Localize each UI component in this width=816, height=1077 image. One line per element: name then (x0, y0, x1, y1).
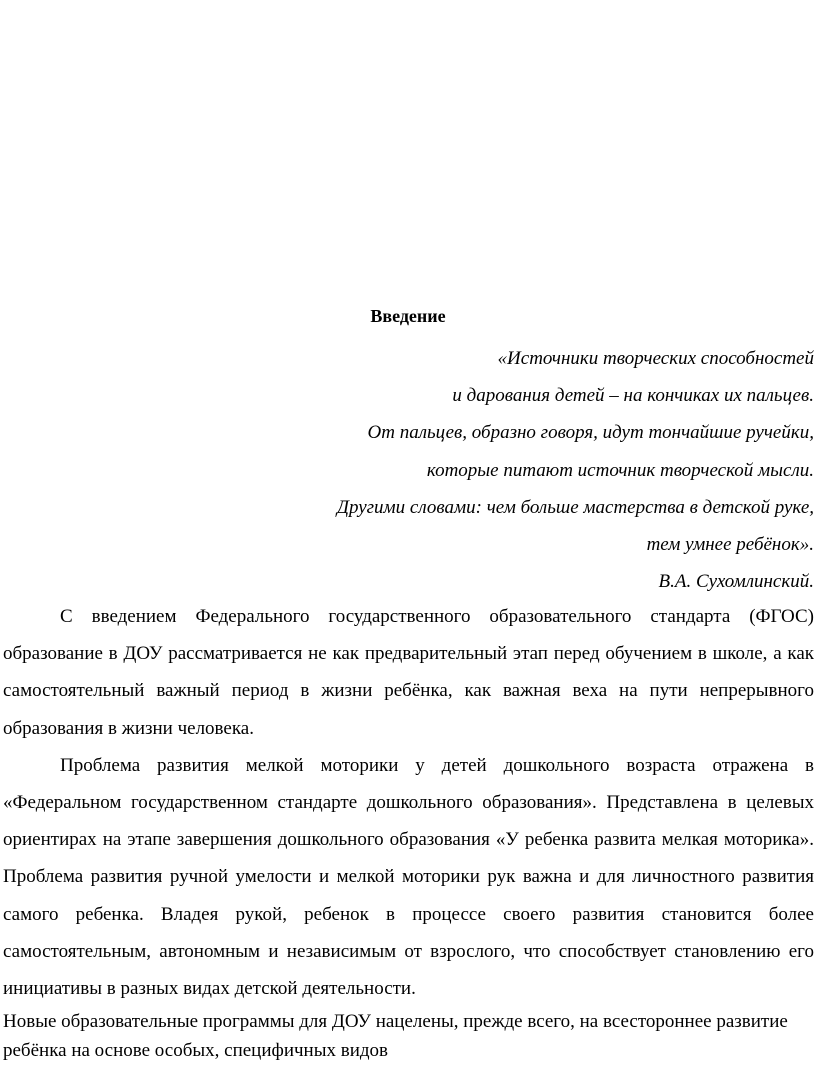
body-text (3, 598, 814, 1065)
paragraph: С введением Федерального государственного образовательного стандарта (ФГОС) образование в ДОУ рассматривается не как предварительный этап перед обучением в школе, а как самостоятельный важный период в жизни ребёнка, как важная веха на пути непрерывного образования в жизни человека. (3, 606, 814, 739)
epigraph-line: Другими словами: чем больше мастерства в детской руке, (336, 496, 814, 518)
epigraph (114, 340, 814, 600)
epigraph-line: и дарования детей – на кончиках их пальцев. (452, 385, 814, 407)
epigraph-author: В.А. Сухомлинский. (658, 571, 814, 593)
paragraph: Проблема развития мелкой моторики у детей дошкольного возраста отражена в «Федеральном государственном стандарте дошкольного образования». Представлена в целевых ориентирах на этапе завершения дошкольного образования «У ребенка развита мелкая моторика». Проблема развития ручной умелости и мелкой моторики рук важна и для личностного развития самого ребенка. Владея рукой, ребенок в процессе своего развития становится более самостоятельным, автономным и независимым от взрослого, что способствует становлению его инициативы в разных видах детской деятельности. (3, 754, 814, 1000)
epigraph-line: От пальцев, образно говоря, идут тончайшие ручейки, (367, 422, 814, 444)
page-title: Введение (370, 306, 446, 326)
epigraph-line: тем умнее ребёнок». (646, 534, 814, 556)
epigraph-line: «Источники творческих способностей (497, 348, 814, 369)
paragraph: Новые образовательные программы для ДОУ нацелены, прежде всего, на всестороннее развитие ребёнка на основе особых, специфичных видов (3, 1011, 788, 1061)
epigraph-line: которые питают источник творческой мысли. (426, 459, 814, 481)
